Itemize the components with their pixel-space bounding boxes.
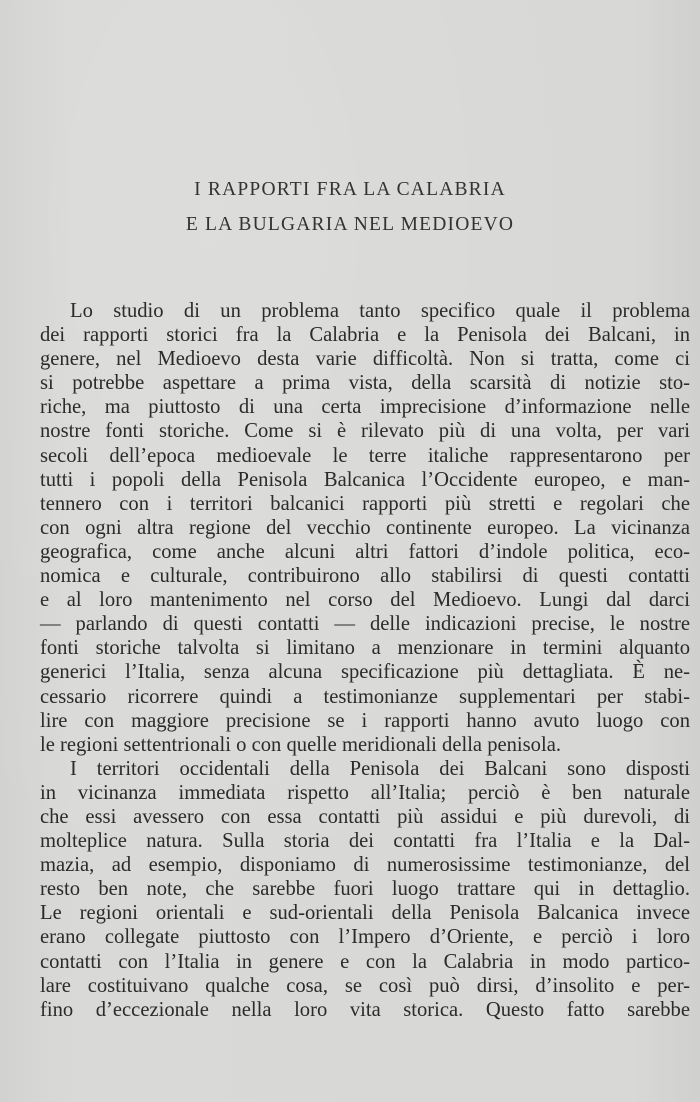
text-line: lire con maggiore precisione se i rapporti hanno avuto luogo con [40,709,690,732]
text-line: in vicinanza immediata rispetto all’Italia; perciò è ben naturale [40,781,690,804]
text-line: molteplice natura. Sulla storia dei contatti fra l’Italia e la Dal- [40,830,690,853]
text-line: fonti storiche talvolta si limitano a menzionare in termini alquanto [40,637,690,660]
text-line: riche, ma piuttosto di una certa imprecisione d’informazione nelle [40,396,690,419]
text-line: geografica, come anche alcuni altri fattori d’indole politica, eco- [40,540,690,563]
text-line: erano collegate piuttosto con l’Impero d’Oriente, e perciò i loro [40,926,690,949]
text-line: si potrebbe aspettare a prima vista, della scarsità di notizie sto- [40,372,690,395]
body-text [40,299,690,1022]
text-line: tennero con i territori balcanici rapporti più stretti e regolari che [40,492,690,515]
chapter-title-line-1: I RAPPORTI FRA LA CALABRIA [194,179,506,200]
text-line: generici l’Italia, senza alcuna specificazione più dettagliata. È ne- [40,661,690,684]
text-line: tutti i popoli della Penisola Balcanica l’Occidente europeo, e man- [40,468,690,491]
text-line: con ogni altra regione del vecchio continente europeo. La vicinanza [40,516,690,539]
text-line: genere, nel Medioevo desta varie difficoltà. Non si tratta, come ci [40,348,690,371]
text-line: — parlando di questi contatti — delle indicazioni precise, le nostre [40,613,690,636]
text-line: Le regioni orientali e sud-orientali della Penisola Balcanica invece [40,902,690,925]
text-line: contatti con l’Italia in genere e con la Calabria in modo partico- [40,950,690,973]
text-line: fino d’eccezionale nella loro vita storica. Questo fatto sarebbe [40,998,690,1021]
text-line: cessario ricorrere quindi a testimonianze supplementari per stabi- [40,685,690,708]
text-line: che essi avessero con essa contatti più assidui e più durevoli, di [40,805,690,828]
text-line: lare costituivano qualche cosa, se così può dirsi, d’insolito e per- [40,974,690,997]
text-line: secoli dell’epoca medioevale le terre italiche rappresentarono per [40,444,690,467]
text-line: nostre fonti storiche. Come si è rilevato più di una volta, per vari [40,420,690,443]
text-line: nomica e culturale, contribuirono allo stabilirsi di questi contatti [40,565,690,588]
text-line: le regioni settentrionali o con quelle meridionali della penisola. [40,733,561,756]
paragraph-2 [40,757,690,1022]
text-line: e al loro mantenimento nel corso del Medioevo. Lungi dal darci [40,589,690,612]
text-line: dei rapporti storici fra la Calabria e la Penisola dei Balcani, in [40,324,690,347]
text-line: mazia, ad esempio, disponiamo di numerosissime testimonianze, del [40,854,690,877]
text-line: resto ben note, che sarebbe fuori luogo trattare qui in dettaglio. [40,878,690,901]
text-line: I territori occidentali della Penisola dei Balcani sono disposti [70,757,690,780]
chapter-title [0,172,700,242]
text-line: Lo studio di un problema tanto specifico quale il problema [70,300,690,322]
chapter-title-line-2: E LA BULGARIA NEL MEDIOEVO [185,214,515,235]
paragraph-1 [40,299,690,757]
